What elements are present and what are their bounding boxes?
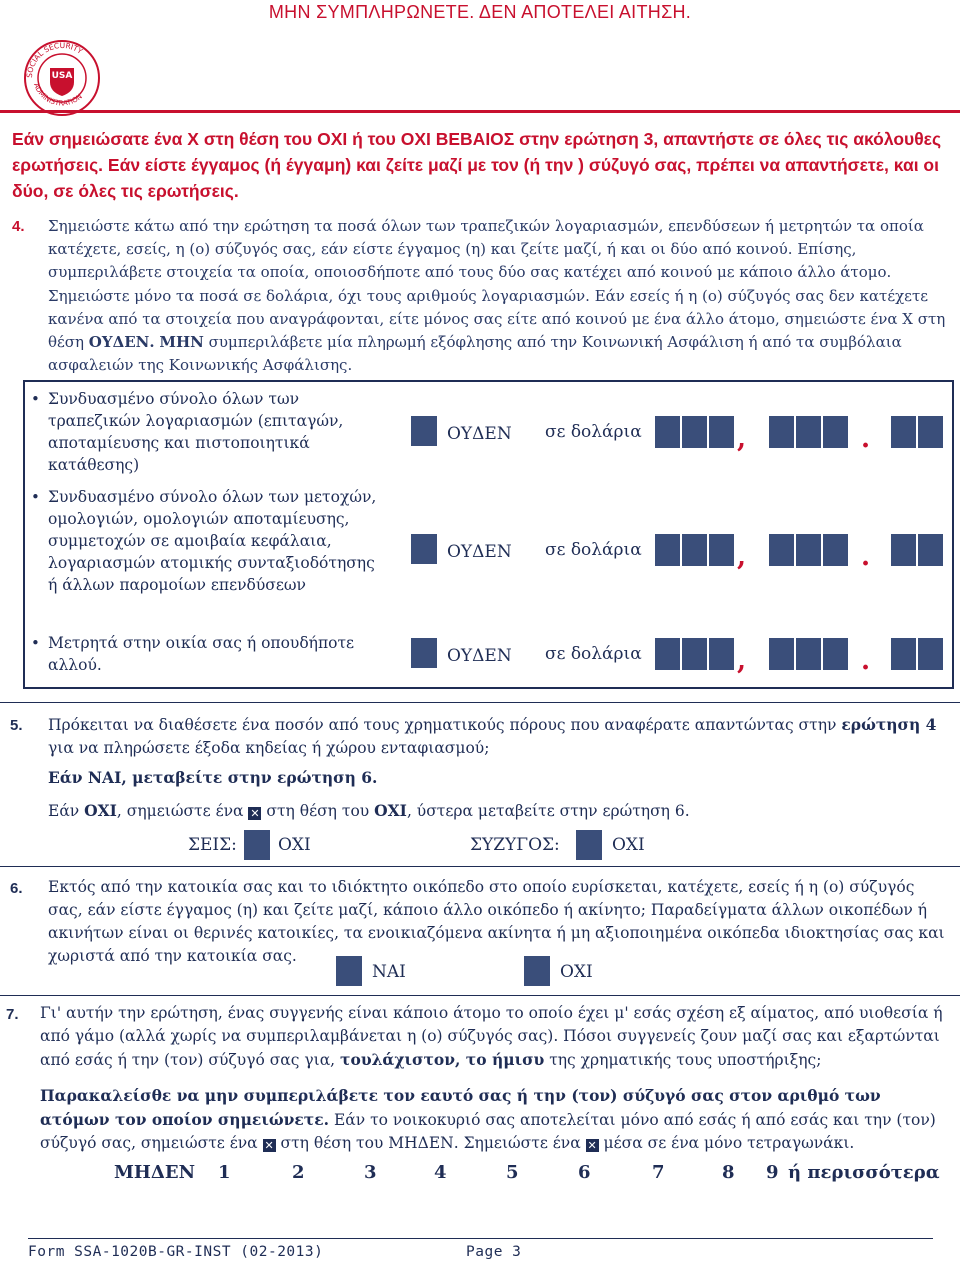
assets-box (23, 380, 954, 689)
question-text: Εκτός από την κατοικία σας και το ιδιόκτητο οικόπεδο στο οποίο ευρίσκεται, κατέχετε, εσείς ή η (ο) σύζυγός σας, εάν είστε έγγαμος (η) και ζείτε μαζί, κάποιο άλλο οικόπεδο ή ακίνητο; Παραδείγματα άλλων οικοπέδων ή ακινήτων είναι οι θερινές κατοικίες, τα ενοικιαζόμενα ακίνητα ή μη αξιοποιημένα οικόπεδα ιδιοκτησίας σας και χωριστά από την κατοικία σας. (48, 878, 945, 965)
amount-digits-2[interactable] (769, 638, 850, 670)
footer-rule (28, 1238, 933, 1239)
question-number: 5. (10, 717, 23, 734)
dollars-label: σε δολάρια (545, 644, 642, 664)
amount-cents[interactable] (891, 534, 945, 566)
comma-sep: , (737, 542, 747, 572)
comma-sep: , (737, 646, 747, 676)
question-text: Πρόκειται να διαθέσετε ένα ποσόν από τους χρηματικούς πόρους που αναφέρατε απαντώντας στην (48, 716, 842, 734)
decimal-sep: . (861, 424, 871, 454)
bold-half: τουλάχιστον, το ήμισυ (340, 1050, 545, 1069)
none-label: ΟΥΔΕΝ (447, 542, 512, 562)
none-checkbox[interactable] (411, 416, 437, 446)
question-5 (10, 713, 950, 823)
amount-digits-1[interactable] (655, 416, 736, 448)
question-6 (10, 876, 950, 968)
divider (0, 702, 960, 703)
question-number: 6. (10, 880, 23, 897)
footer-form-id: Form SSA-1020B-GR-INST (02-2013) (28, 1244, 324, 1260)
amount-digits-1[interactable] (655, 534, 736, 566)
no-checkbox[interactable] (524, 956, 550, 986)
question-ref: ερώτηση 4 (841, 715, 937, 734)
decimal-sep: . (861, 646, 871, 676)
none-label: ΟΥΔΕΝ (447, 646, 512, 666)
dollars-label: σε δολάρια (545, 422, 642, 442)
decimal-sep: . (861, 542, 871, 572)
no-instruction: Εάν ΟΧΙ, σημειώστε ένα ✕ στη θέση του ΟΧΙ, ύστερα μεταβείτε στην ερώτηση 6. (48, 801, 690, 820)
option-more: ή περισσότερα (788, 1162, 940, 1183)
divider (0, 866, 960, 867)
question-text-cont: της χρηματικής τους υποστήριξης; (544, 1051, 822, 1069)
option-8: 8 (722, 1162, 735, 1183)
ssa-logo (22, 38, 102, 118)
amount-cents[interactable] (891, 416, 945, 448)
none-checkbox[interactable] (411, 534, 437, 564)
yes-label: ΝΑΙ (372, 962, 406, 982)
question-text: Σημειώστε κάτω από την ερώτηση τα ποσά όλων των τραπεζικών λογαριασμών, επενδύσεων ή μετρητών τα οποία κατέχετε, εσείς, η (ο) σύζυγός σας, εάν είστε έγγαμος (η) και ζείτε μαζί, ή και οι δύο από κοινού. Επίσης, συμπεριλάβετε στοιχεία τα οποία, οποιοσδήποτε από τους δύο σας κατέχει από κοινού με κάποιο άλλο άτομο. Σημειώστε μόνο τα ποσά σε δολάρια, όχι τους αριθμούς λογαριασμών. Εάν εσείς ή η (ο) σύζυγός σας δεν κατέχετε κανένα από τα στοιχεία που αναγράφονται, είτε μόνος σας είτε από κοινού με ένα άλλο άτομο, σημειώστε ένα Χ στη θέση (48, 217, 946, 352)
bold-do-not: ΜΗΝ (159, 333, 204, 352)
option-6: 6 (578, 1162, 591, 1183)
option-zero: ΜΗΔΕΝ (114, 1162, 196, 1183)
comma-sep: , (737, 424, 747, 454)
question-number: 4. (12, 218, 25, 235)
x-box-icon: ✕ (264, 1139, 274, 1152)
option-7: 7 (652, 1162, 665, 1183)
asset-label: Συνδυασμένο σύνολο όλων των μετοχών, ομολογιών, ομολογιών αποταμίευσης, συμμετοχών σε αμοιβαία κεφάλαια, λογαριασμών ατομικής συνταξιοδότησης ή άλλων παρομοίων επενδύσεων (48, 488, 377, 594)
none-label: ΟΥΔΕΝ (447, 424, 512, 444)
option-9: 9 (766, 1162, 779, 1183)
amount-digits-1[interactable] (655, 638, 736, 670)
spouse-no-checkbox[interactable] (576, 830, 602, 860)
divider (0, 995, 960, 996)
spouse-label: ΣΥΖΥΓΟΣ: (470, 835, 560, 855)
bullet: • (31, 634, 40, 652)
yes-checkbox[interactable] (336, 956, 362, 986)
dollars-label: σε δολάρια (545, 540, 642, 560)
intro-instructions: Εάν σημειώσατε ένα Χ στη θέση του ΟΧΙ ή του ΟΧΙ ΒΕΒΑΙΟΣ στην ερώτηση 3, απαντήστε σε όλες τις ακόλουθες ερωτήσεις. Εάν είστε έγγαμος (ή έγγαμη) και ζείτε μαζί με τον (ή την ) σύζυγό σας, πρέπει να απαντήσετε, και οι δύο, σε όλες τις ερωτήσεις. (12, 129, 942, 201)
bold-none: ΟΥΔΕΝ. (88, 333, 155, 352)
you-no-label: ΟΧΙ (278, 835, 311, 855)
option-4: 4 (434, 1162, 447, 1183)
footer-page: Page 3 (466, 1244, 522, 1260)
no-label: ΟΧΙ (560, 962, 593, 982)
amount-cents[interactable] (891, 638, 945, 670)
amount-digits-2[interactable] (769, 534, 850, 566)
svg-text:USA: USA (51, 71, 73, 81)
option-3: 3 (364, 1162, 377, 1183)
header-rule (0, 110, 960, 113)
option-2: 2 (292, 1162, 305, 1183)
warning-header: ΜΗΝ ΣΥΜΠΛΗΡΩΝΕΤΕ. ΔΕΝ ΑΠΟΤΕΛΕΙ ΑΙΤΗΣΗ. (268, 2, 692, 22)
relatives-instruction: Παρακαλείσθε να μην συμπεριλάβετε τον εαυτό σας ή την (τον) σύζυγό σας στον αριθμό των ατόμων τον οποίον σημειώνετε. Εάν το νοικοκυριό σας αποτελείται μόνο από εσάς ή από εσάς και την (τον) σύζυγό σας, σημειώστε ένα ✕ στη θέση του ΜΗΔΕΝ. Σημειώστε ένα ✕ μέσα σε ένα μόνο τετραγωνάκι. (40, 1086, 936, 1152)
yes-instruction: Εάν ΝΑΙ, μεταβείτε στην ερώτηση 6. (48, 768, 378, 787)
spouse-no-label: ΟΧΙ (612, 835, 645, 855)
question-text: Γι' αυτήν την ερώτηση, ένας συγγενής είναι κάποιο άτομο το οποίο έχει μ' εσάς σχέση εξ αίματος, από υιοθεσία ή από γάμο (αλλά χωρίς να συμπεριλαμβάνεται η (ο) σύζυγός σας). Πόσοι συγγενείς ζουν μαζί σας και εξαρτώνται από εσάς ή την (τον) σύζυγό σας για, (40, 1004, 943, 1069)
x-box-icon: ✕ (250, 807, 260, 820)
question-text-cont: για να πληρώσετε έξοδα κηδείας ή χώρου ενταφιασμού; (48, 739, 490, 757)
option-1: 1 (218, 1162, 231, 1183)
amount-digits-2[interactable] (769, 416, 850, 448)
you-label: ΣΕΙΣ: (188, 835, 237, 855)
option-5: 5 (506, 1162, 519, 1183)
question-number: 7. (6, 1006, 19, 1023)
x-box-icon: ✕ (587, 1139, 597, 1152)
asset-label: Μετρητά στην οικία σας ή οπουδήποτε αλλού. (48, 634, 355, 674)
svg-text:SOCIAL SECURITY: SOCIAL SECURITY (24, 40, 85, 79)
bullet: • (31, 390, 40, 408)
bullet: • (31, 488, 40, 506)
question-4 (12, 215, 952, 377)
svg-text:ADMINISTRATION: ADMINISTRATION (32, 81, 84, 108)
none-checkbox[interactable] (411, 638, 437, 668)
asset-label: Συνδυασμένο σύνολο όλων των τραπεζικών λογαριασμών (επιταγών, αποταμίευσης και πιστοποιητικά κατάθεσης) (48, 390, 344, 474)
you-no-checkbox[interactable] (244, 830, 270, 860)
question-text-cont: συμπεριλάβετε μία πληρωμή εξόφλησης από την Κοινωνική Ασφάλιση ή από τα συμβόλαια ασφαλειών της Κοινωνικής Ασφάλισης. (48, 333, 902, 375)
question-7 (6, 1002, 950, 1155)
